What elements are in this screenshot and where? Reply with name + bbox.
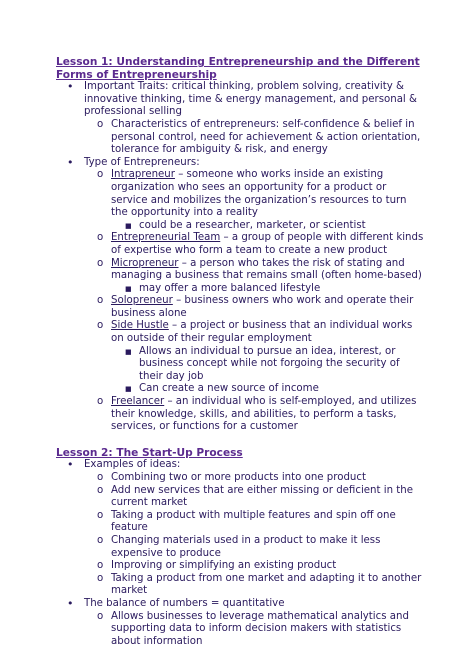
list-item	[84, 119, 424, 157]
circle-marker: o	[97, 484, 104, 496]
bullet-marker: •	[67, 596, 74, 610]
lesson1-list	[56, 81, 424, 434]
list-item	[84, 232, 424, 257]
list-item	[111, 220, 424, 233]
square-marker: ■	[125, 221, 132, 230]
lesson2-heading: Lesson 2: The Start-Up Process	[56, 446, 243, 459]
list-item	[84, 510, 424, 535]
list-item	[84, 535, 424, 560]
sub-list	[84, 611, 424, 648]
detail-text: may offer a more balanced lifestyle	[139, 282, 321, 294]
idea-text: Improving or simplifying an existing product	[111, 560, 337, 572]
bullet-marker: •	[67, 80, 74, 94]
list-item	[84, 169, 424, 232]
idea-text: Taking a product with multiple features and spin off one feature	[111, 509, 396, 534]
list-item	[84, 258, 424, 296]
list-item	[84, 573, 424, 598]
bullet-marker: •	[67, 155, 74, 169]
sub-list	[84, 472, 424, 598]
lesson2-list	[56, 459, 424, 648]
circle-marker: o	[97, 295, 104, 307]
square-marker: ■	[125, 347, 132, 356]
idea-text: Combining two or more products into one product	[111, 472, 366, 483]
traits-text: Important Traits: critical thinking, problem solving, creativity & innovative thinking, time & energy management, and personal & professional selling	[84, 81, 417, 118]
square-marker: ■	[125, 284, 132, 293]
document-content	[56, 56, 424, 648]
definition-text: – a project or business that an individual works on outside of their regular employment	[111, 320, 413, 345]
list-item	[84, 396, 424, 434]
sub-list	[84, 169, 424, 433]
sub-sub-list	[111, 346, 424, 396]
circle-marker: o	[97, 472, 104, 483]
term-side-hustle: Side Hustle	[111, 320, 169, 332]
circle-marker: o	[97, 610, 104, 622]
sub-sub-list	[111, 283, 424, 296]
term-freelancer: Freelancer	[111, 396, 165, 408]
list-item	[111, 383, 424, 396]
ideas-text: Examples of ideas:	[84, 459, 181, 471]
sub-sub-list	[111, 220, 424, 233]
circle-marker: o	[97, 572, 104, 584]
detail-text: Can create a new source of income	[139, 383, 319, 395]
definition-text: – business owners who work and operate their business alone	[111, 295, 414, 319]
list-item	[84, 485, 424, 510]
list-item	[56, 598, 424, 648]
idea-text: Changing materials used in a product to make it less expensive to produce	[111, 534, 381, 559]
numbers-detail-text: Allows businesses to leverage mathematical analytics and supporting data to inform decision makers with statistics about information	[111, 610, 409, 647]
numbers-text: The balance of numbers = quantitative	[84, 597, 285, 609]
detail-text: could be a researcher, marketer, or scientist	[139, 219, 366, 231]
list-item	[84, 295, 424, 320]
square-marker: ■	[125, 385, 132, 394]
list-item	[84, 560, 424, 573]
list-item	[84, 611, 424, 648]
sub-list	[84, 119, 424, 157]
list-item	[111, 283, 424, 296]
term-entrepreneurial-team: Entrepreneurial Team	[111, 232, 221, 244]
list-item	[56, 157, 424, 434]
definition-text: – a person who takes the risk of stating and managing a business that remains small (often home-based)	[111, 257, 422, 282]
circle-marker: o	[97, 534, 104, 546]
circle-marker: o	[97, 320, 104, 332]
term-micropreneur: Micropreneur	[111, 257, 179, 269]
circle-marker: o	[97, 257, 104, 269]
term-solopreneur: Solopreneur	[111, 295, 173, 307]
circle-marker: o	[97, 118, 104, 130]
definition-text: – someone who works inside an existing organization who sees an opportunity for a product or service and mobilizes the organization’s resources to turn the opportunity into a reality	[111, 169, 407, 219]
list-item	[111, 346, 424, 384]
idea-text: Add new services that are either missing or deficient in the current market	[111, 484, 413, 509]
list-item	[84, 472, 424, 485]
lesson1-heading: Lesson 1: Understanding Entrepreneurship and the Different Forms of Entrepreneurship	[56, 56, 420, 81]
list-item	[84, 320, 424, 396]
bullet-marker: •	[67, 458, 74, 472]
types-text: Type of Entrepreneurs:	[84, 156, 200, 168]
term-intrapreneur: Intrapreneur	[111, 169, 175, 181]
detail-text: Allows an individual to pursue an idea, interest, or business concept while not forgoing the security of their day job	[139, 345, 400, 382]
circle-marker: o	[97, 509, 104, 521]
circle-marker: o	[97, 232, 104, 244]
characteristics-text: Characteristics of entrepreneurs: self-confidence & belief in personal control, need for achievement & action orientation, tolerance for ambiguity & risk, and energy	[111, 118, 421, 156]
circle-marker: o	[97, 560, 104, 572]
definition-text: – a group of people with different kinds of expertise who form a team to create a new product	[111, 232, 424, 256]
idea-text: Taking a product from one market and adapting it to another market	[111, 572, 422, 597]
definition-text: – an individual who is self-employed, and utilizes their knowledge, skills, and abilities, to perform a tasks, services, or functions for a customer	[111, 396, 417, 433]
list-item	[56, 81, 424, 157]
list-item	[56, 459, 424, 598]
circle-marker: o	[97, 169, 104, 181]
circle-marker: o	[97, 396, 104, 408]
